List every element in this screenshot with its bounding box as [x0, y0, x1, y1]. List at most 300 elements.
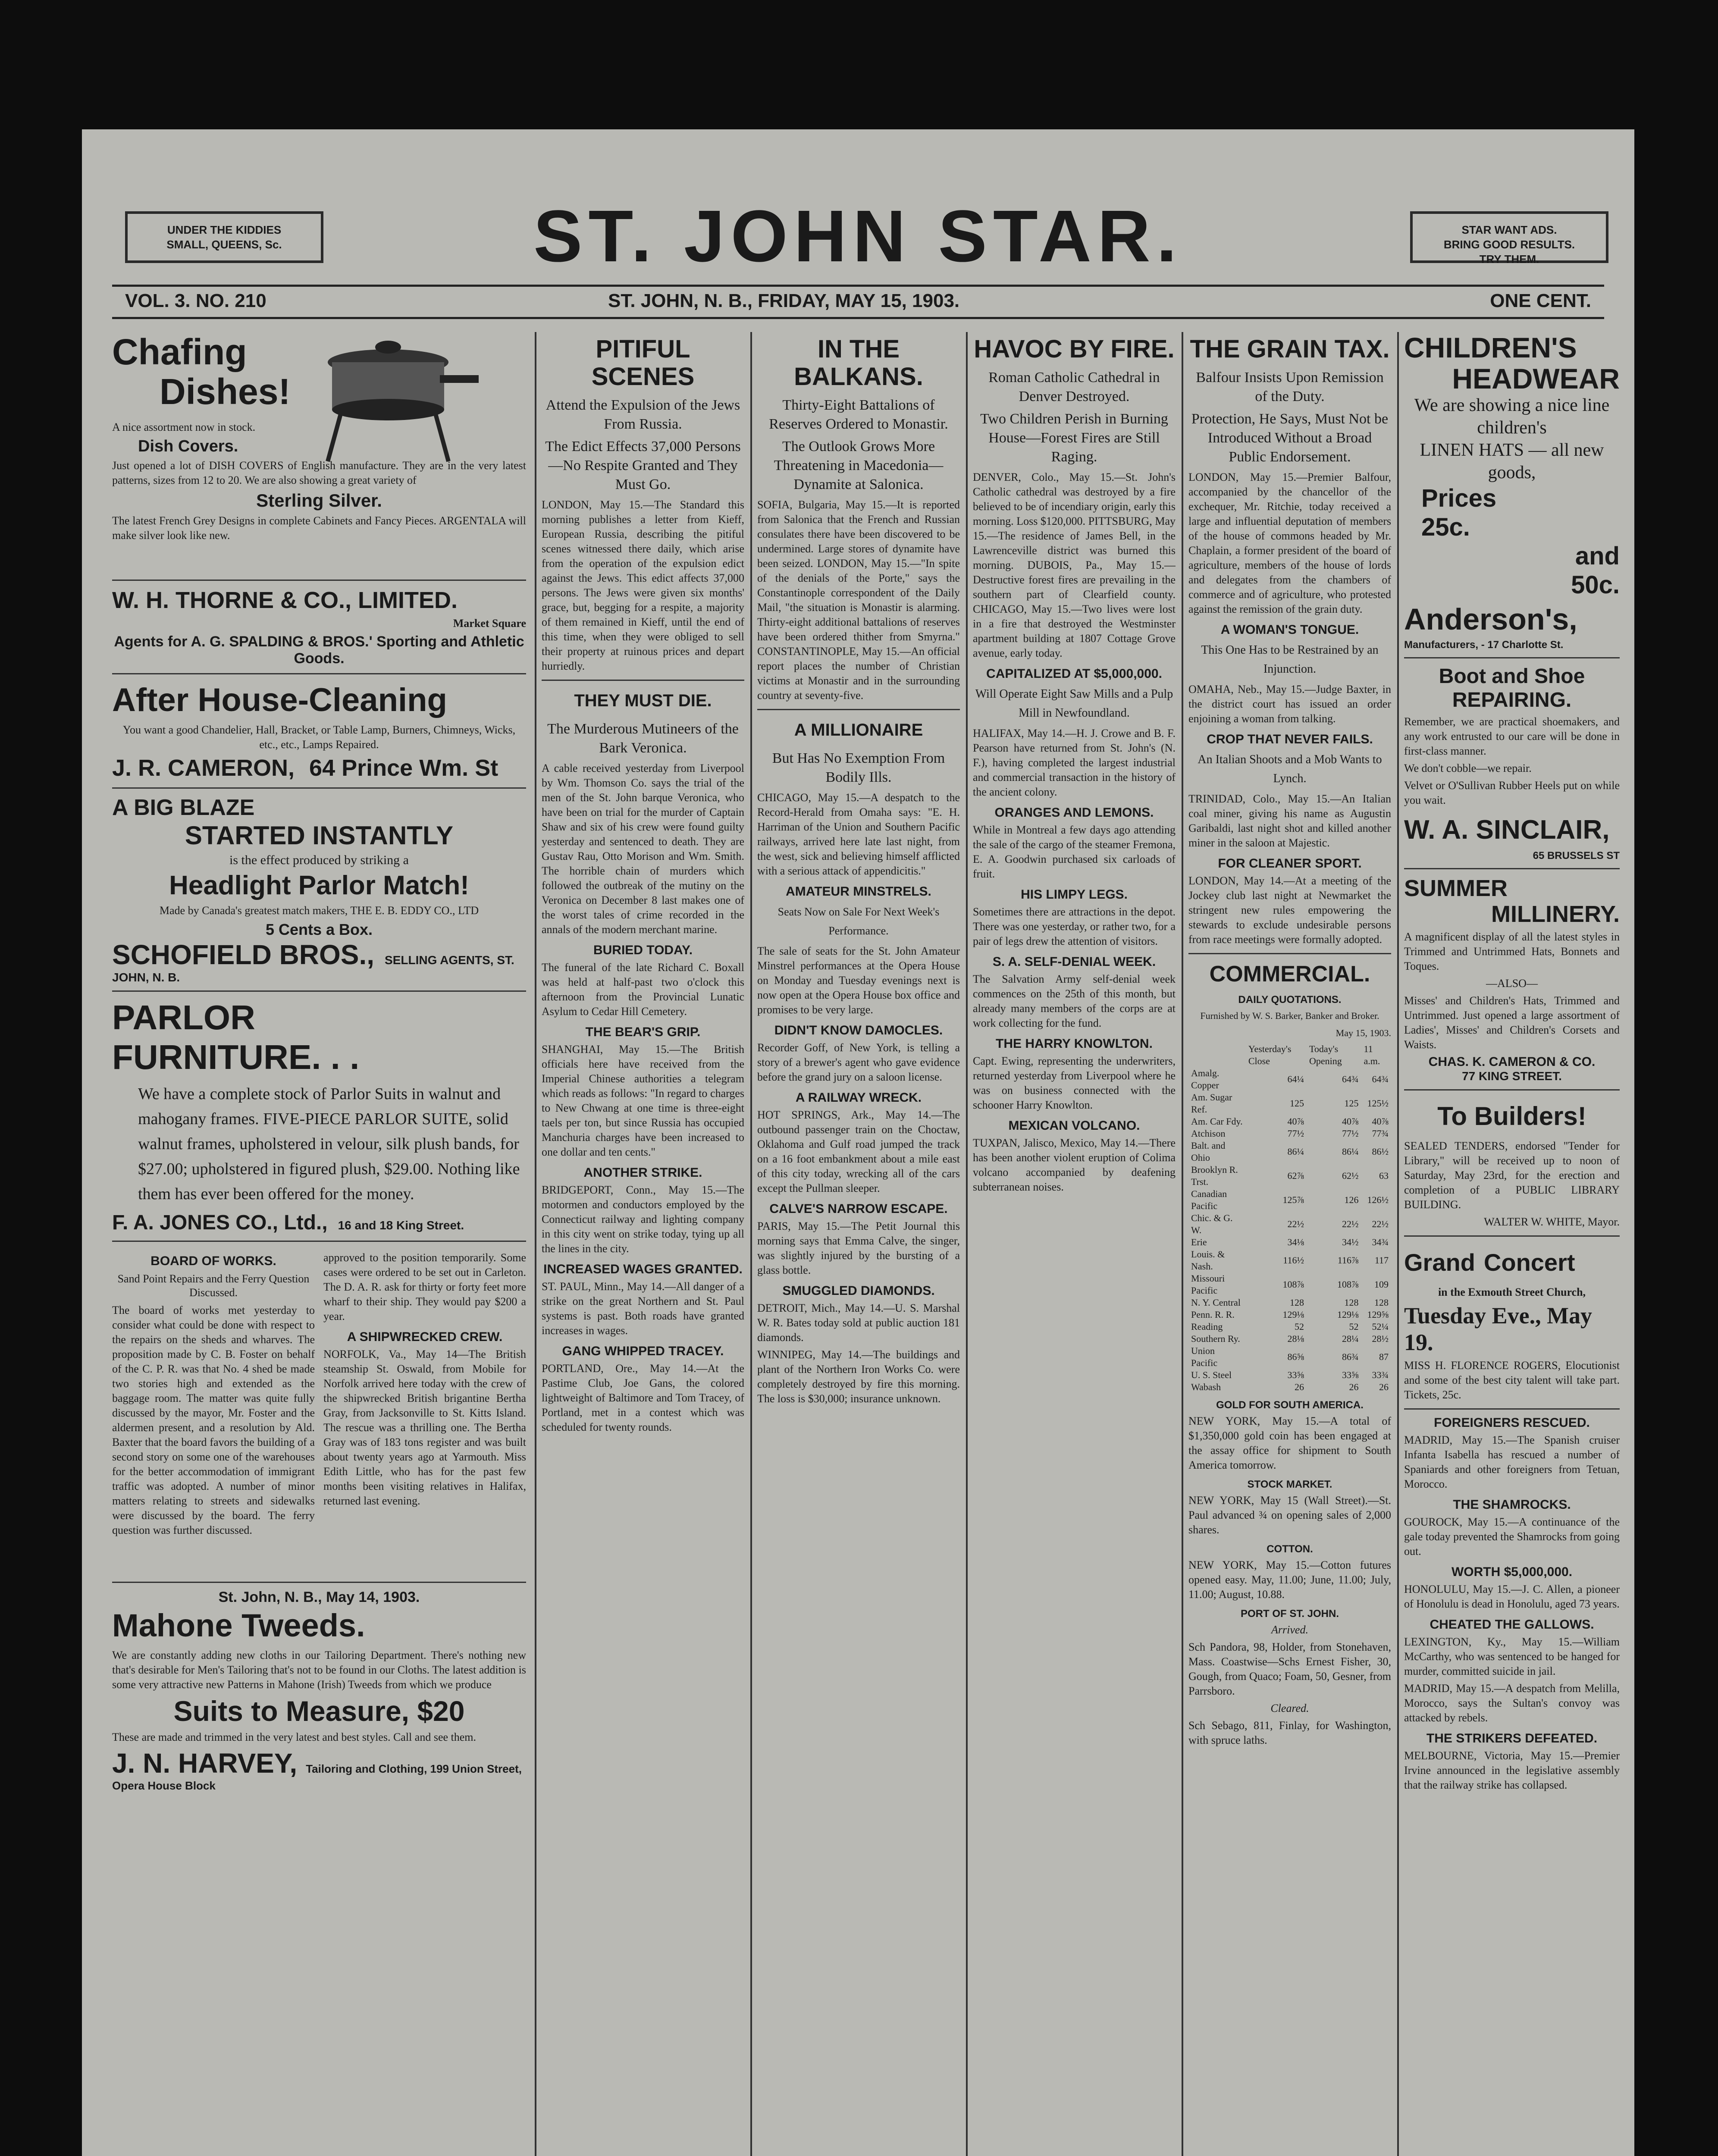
balkans-head: IN THE BALKANS.	[794, 335, 923, 391]
stock-price-cell: 33¾	[1372, 1369, 1389, 1380]
stock-name-cell: Balt. and Ohio	[1191, 1140, 1226, 1163]
pitiful-head: PITIFUL SCENES	[591, 335, 695, 391]
limpy-legs-head: HIS LIMPY LEGS.	[1021, 887, 1128, 902]
divider	[1404, 657, 1620, 658]
stock-price-cell: 77½	[1342, 1128, 1359, 1139]
fire-head: HAVOC BY FIRE.	[974, 335, 1175, 363]
tongue-text: OMAHA, Neb., May 15.—Judge Baxter, in the district court has issued an order enjoining a woman from talking.	[1188, 683, 1391, 725]
match-ad	[112, 795, 526, 984]
crop-text: TRINIDAD, Colo., May 15.—An Italian coal miner, giving his name as Augustin Garibaldi, last night shot and killed another miner in the saloon at Majestic.	[1188, 793, 1391, 849]
fire-sub2: Two Children Perish in Burning House—Forest Fires are Still Raging.	[980, 411, 1168, 465]
stock-name-cell: Reading	[1191, 1321, 1223, 1332]
stock-name-cell: Canadian Pacific	[1191, 1188, 1227, 1211]
must-die-sub: The Murderous Mutineers of the Bark Veronica.	[547, 721, 739, 756]
stock-name-cell: Am. Sugar Ref.	[1191, 1092, 1232, 1115]
stock-price-cell: 64¼	[1287, 1074, 1304, 1084]
table-row	[1188, 1333, 1391, 1345]
stock-price-cell: 108⅞	[1337, 1279, 1359, 1290]
harvey-dateline: St. John, N. B., May 14, 1903.	[218, 1589, 420, 1605]
parlor-furniture-ad	[112, 998, 526, 1235]
works-text: The board of works met yesterday to consider what could be done with respect to the repairs on the sheds and wharves. The proposition made by C. B. Foster on behalf of the C. P. R. was that No. 4 shed be made two stories high and extended as the baggage room. The matter was quite fully discussed by the mayor, Mr. Foster and the aldermen present, and a resolution by Ald. Baxter that the board favors the building of a second story on some one of the warehouses for the better accommodation of immigrant traffic was adopted. A number of minor matters relating to streets and sidewalks were discussed by the board. The ferry question was further discussed.	[112, 1304, 315, 1536]
repairing-head: REPAIRING.	[1452, 689, 1572, 711]
table-row	[1188, 1188, 1391, 1212]
stock-price-cell: 86⅝	[1287, 1351, 1304, 1362]
thorne-place: Market Square	[453, 617, 526, 630]
buried-head: BURIED TODAY.	[593, 943, 693, 957]
port-head: PORT OF ST. JOHN.	[1240, 1608, 1339, 1620]
thorne-ad	[112, 587, 526, 667]
stock-market-text: NEW YORK, May 15 (Wall Street).—St. Paul advanced ¾ on opening sales of 2,000 shares.	[1188, 1494, 1391, 1536]
stock-name-cell: Penn. R. R.	[1191, 1309, 1235, 1320]
board-of-works-article	[112, 1248, 315, 1576]
cameron-name: J. R. CAMERON,	[112, 755, 295, 781]
strike-text: BRIDGEPORT, Conn., May 15.—The motormen and conductors employed by the Connecticut railway and lighting company in this city went on strike today, tying up all the lines in the city.	[542, 1184, 744, 1255]
divider	[1404, 1235, 1620, 1237]
self-denial-text: The Salvation Army self-denial week commences on the 25th of this month, but already many members of the corps are at work collecting for the fund.	[973, 973, 1176, 1029]
table-row	[1188, 1140, 1391, 1164]
andersons-name: Anderson's,	[1404, 602, 1577, 636]
stock-price-cell: 108⅞	[1282, 1279, 1304, 1290]
price-25c: 25c.	[1421, 513, 1470, 541]
furniture-head: FURNITURE. . .	[112, 1038, 360, 1076]
stock-price-cell: 125	[1289, 1098, 1304, 1109]
blaze-line2: STARTED INSTANTLY	[185, 821, 454, 850]
divider	[112, 990, 526, 992]
cleaner-sport-head: FOR CLEANER SPORT.	[1218, 856, 1362, 871]
divider	[757, 709, 960, 710]
newspaper-title: ST. JOHN STAR.	[533, 195, 1183, 277]
gallows-text: LEXINGTON, Ky., May 15.—William McCarthy, who was sentenced to be hanged for murder, committed suicide in jail.	[1404, 1636, 1620, 1677]
works-head: BOARD OF WORKS.	[150, 1254, 276, 1268]
divider	[112, 1582, 526, 1583]
parlor-head: PARLOR	[112, 998, 255, 1037]
column-rule	[1182, 332, 1183, 2156]
stock-price-cell: 64¾	[1342, 1074, 1359, 1084]
stock-price-cell: 40⅞	[1342, 1116, 1359, 1127]
price-and: and	[1575, 542, 1620, 570]
stock-price-cell: 40⅞	[1287, 1116, 1304, 1127]
quote-rows	[1188, 1067, 1391, 1393]
balkans-sub1: Thirty-Eight Battalions of Reserves Ordered to Monastir.	[769, 397, 948, 432]
divider	[112, 580, 526, 581]
french-grey-text: The latest French Grey Designs in complete Cabinets and Fancy Pieces. ARGENTALA will make silver look like new.	[112, 514, 526, 542]
buried-text: The funeral of the late Richard C. Boxall was held at half-past two o'clock this afternoon from the Provincial Lunatic Asylum to Cedar Hill Cemetery.	[542, 961, 744, 1018]
schofield-agents: SELLING AGENTS, ST. JOHN, N. B.	[112, 953, 514, 984]
cameron-address: 64 Prince Wm. St	[309, 755, 498, 781]
capitalized-sub: Will Operate Eight Saw Mills and a Pulp Mill in Newfoundland.	[975, 687, 1173, 720]
repairing-heels: Velvet or O'Sullivan Rubber Heels put on while you wait.	[1404, 779, 1620, 806]
also-label: —ALSO—	[1486, 977, 1538, 990]
repairing-cobble: We don't cobble—we repair.	[1404, 762, 1532, 774]
stock-price-cell: 22½	[1372, 1219, 1389, 1229]
table-row	[1188, 1321, 1391, 1333]
linen-hats: LINEN HATS — all new goods,	[1420, 440, 1604, 483]
stock-price-cell: 125⅞	[1282, 1194, 1304, 1205]
stock-name-cell: U. S. Steel	[1191, 1369, 1232, 1380]
stock-price-cell: 52¼	[1372, 1321, 1389, 1332]
cameron-co-address: 77 KING STREET.	[1462, 1069, 1562, 1083]
concert-grand: Grand	[1404, 1249, 1475, 1276]
table-row	[1188, 1381, 1391, 1393]
capitalized-head: CAPITALIZED AT $5,000,000.	[986, 667, 1162, 681]
concert-venue: in the Exmouth Street Church,	[1438, 1286, 1586, 1298]
gold-head: GOLD FOR SOUTH AMERICA.	[1216, 1399, 1364, 1411]
price: ONE CENT.	[1490, 290, 1591, 311]
stock-price-cell: 128	[1344, 1297, 1359, 1308]
stock-name-cell: Southern Ry.	[1191, 1333, 1240, 1344]
table-row	[1188, 1091, 1391, 1116]
cameron-co-name: CHAS. K. CAMERON & CO.	[1428, 1055, 1596, 1069]
millionaire-head: A MILLIONAIRE	[794, 721, 923, 740]
grain-tax-head: THE GRAIN TAX.	[1190, 335, 1390, 363]
stock-price-cell: 26	[1294, 1382, 1304, 1392]
stock-price-cell: 129⅛	[1337, 1309, 1359, 1320]
table-row	[1188, 1128, 1391, 1140]
stock-price-cell: 87	[1379, 1351, 1389, 1362]
pitiful-sub2: The Edict Effects 37,000 Persons—No Respite Granted and They Must Go.	[545, 439, 741, 492]
gallows-head: CHEATED THE GALLOWS.	[1430, 1617, 1594, 1632]
jones-firm: F. A. JONES CO., Ltd.,	[112, 1211, 328, 1234]
stock-price-cell: 64¾	[1372, 1074, 1389, 1084]
stock-price-cell: 34⅛	[1287, 1237, 1304, 1247]
builders-mayor: WALTER W. WHITE, Mayor.	[1484, 1216, 1620, 1228]
local-news	[112, 1248, 526, 1576]
crop-head: CROP THAT NEVER FAILS.	[1207, 732, 1373, 746]
worth-text: HONOLULU, May 15.—J. C. Allen, a pioneer of Honolulu is dead in Honolulu, aged 73 years.	[1404, 1583, 1620, 1610]
cleaning-text: You want a good Chandelier, Hall, Bracket, or Table Lamp, Burners, Chimneys, Wicks, etc., etc., Lamps Repaired.	[122, 724, 516, 751]
millionaire-sub: But Has No Exemption From Bodily Ills.	[772, 750, 945, 785]
headwear-head: HEADWEAR	[1452, 363, 1620, 395]
volcano-text: TUXPAN, Jalisco, Mexico, May 14.—There has been another violent eruption of Colima volcano accompanied by deafening subterranean noises.	[973, 1137, 1176, 1193]
stock-price-cell: 33⅝	[1342, 1369, 1359, 1380]
stock-price-cell: 28¼	[1342, 1333, 1359, 1344]
fire-text: DENVER, Colo., May 15.—St. John's Catholic cathedral was destroyed by a fire believed to be of incendiary origin, early this morning. Loss $120,000. PITTSBURG, May 15.—The residence of James Bell, in the Lawrenceville district was burned this morning. DUBOIS, Pa., May 15.—Destructive forest fires are prevailing in the southern part of Clearfield county. CHICAGO, May 15.—Two lives were lost in a fire that destroyed the Westminster apartment building at 1807 Cottage Grove avenue, early today.	[973, 471, 1176, 659]
millinery-text: A magnificent display of all the latest styles in Trimmed and Untrimmed Hats, Bonnets and Toques.	[1404, 931, 1620, 972]
also-text: Misses' and Children's Hats, Trimmed and Untrimmed. Just opened a large assortment of Ladies', Misses' and Children's Corsets and Waists.	[1404, 994, 1620, 1051]
table-row	[1188, 1116, 1391, 1128]
works-sub: Sand Point Repairs and the Ferry Question Discussed.	[117, 1272, 310, 1299]
crop-sub: An Italian Shoots and a Mob Wants to Lynch.	[1198, 753, 1382, 785]
worth-head: WORTH $5,000,000.	[1451, 1565, 1573, 1579]
strikers-text: MELBOURNE, Victoria, May 15.—Premier Irvine announced in the legislative assembly that the railway strike has collapsed.	[1404, 1749, 1620, 1791]
chafing-intro: A nice assortment now in stock.	[112, 421, 256, 433]
oranges-text: While in Montreal a few days ago attending the sale of the cargo of the steamer Fremona, E. A. Goodwin purchased six carloads of fruit.	[973, 824, 1176, 880]
stock-price-cell: 28⅛	[1287, 1333, 1304, 1344]
rescued-text: MADRID, May 15.—The Spanish cruiser Infanta Isabella has rescued a number of Spaniards and other foreigners from Tetuan, Morocco.	[1404, 1434, 1620, 1490]
shamrocks-text: GOUROCK, May 15.—A continuance of the gale today prevented the Shamrocks from going out.	[1404, 1516, 1620, 1557]
left-ear-box: UNDER THE KIDDIES SMALL, QUEENS, Sc.	[125, 211, 323, 263]
cleared-text: Sch Sebago, 811, Finlay, for Washington, with spruce laths.	[1188, 1719, 1391, 1746]
stock-name-cell: Am. Car Fdy.	[1191, 1116, 1243, 1127]
masthead	[82, 185, 1634, 298]
shipwreck-head: A SHIPWRECKED CREW.	[347, 1330, 503, 1344]
gang-head: GANG WHIPPED TRACEY.	[562, 1344, 724, 1358]
bears-grip-head: THE BEAR'S GRIP.	[585, 1025, 701, 1039]
knowlton-text: Capt. Ewing, representing the underwriters, returned yesterday from Liverpool where he was on business connected with the schooner Harry Knowlton.	[973, 1055, 1176, 1111]
strike-head: ANOTHER STRIKE.	[583, 1166, 702, 1180]
limpy-legs-text: Sometimes there are attractions in the depot. There was one yesterday, or rather two, for a pair of legs drew the attention of visitors.	[973, 906, 1176, 947]
prices-label: Prices	[1421, 484, 1497, 512]
stock-price-cell: 28½	[1372, 1333, 1389, 1344]
column-havoc-by-fire	[973, 332, 1176, 2156]
stock-name-cell: N. Y. Central	[1191, 1297, 1241, 1308]
quotations-head: DAILY QUOTATIONS.	[1238, 994, 1342, 1006]
table-row	[1188, 1236, 1391, 1248]
balkans-text: SOFIA, Bulgaria, May 15.—It is reported from Salonica that the French and Russian consulates there have been discovered to be undermined. Large stores of dynamite have been seized. LONDON, May 15.—"In spite of the denials of the Porte," says the Constantinople correspondent of the Daily Mail, "the situation is Monastir is alarming. Thirty-eight additional battalions of reserves have been ordered thither from Smyrna." CONSTANTINOPLE, May 15.—An official report places the number of Christian victims at Monastir and in the surrounding country at seventy-five.	[757, 498, 960, 702]
chafing-title: Chafing	[112, 332, 247, 372]
stock-name-cell: Missouri Pacific	[1191, 1273, 1225, 1296]
millinery-head: MILLINERY.	[1491, 901, 1620, 927]
table-row	[1188, 1248, 1391, 1272]
table-row	[1188, 1369, 1391, 1381]
grain-tax-text: LONDON, May 15.—Premier Balfour, accompanied by the chancellor of the exchequer, Mr. Ritchie, today received a large and influential deputation of members of the house of commons headed by Mr. Chaplain, a former president of the board of agriculture, members of the house of lords and delegates from the chambers of commerce and of agriculture, who protested against the remission of the grain duty.	[1188, 471, 1391, 615]
table-row	[1188, 1309, 1391, 1321]
must-die-head: THEY MUST DIE.	[574, 691, 712, 710]
stock-quotations-table	[1188, 1043, 1391, 1393]
dateline-bar	[112, 285, 1604, 319]
minstrels-head: AMATEUR MINSTRELS.	[786, 884, 931, 899]
stock-price-cell: 52	[1349, 1321, 1359, 1332]
table-row	[1188, 1043, 1391, 1067]
divider	[1404, 868, 1620, 869]
self-denial-head: S. A. SELF-DENIAL WEEK.	[992, 955, 1156, 969]
table-row	[1188, 1345, 1391, 1369]
strikers-head: THE STRIKERS DEFEATED.	[1426, 1731, 1598, 1745]
cleaner-sport-text: LONDON, May 14.—At a meeting of the Jockey club last night at Newmarket the stringent new rules empowering the stewards to exclude undesirable persons from race meetings were formally adopted.	[1188, 874, 1391, 946]
table-row	[1188, 1212, 1391, 1236]
arrived-head: Arrived.	[1271, 1623, 1308, 1636]
stock-name-cell: Chic. & G. W.	[1191, 1213, 1233, 1235]
cleaning-head: After House-Cleaning	[112, 682, 447, 718]
harvey-name: J. N. HARVEY,	[112, 1748, 298, 1779]
right-ear-box: STAR WANT ADS. BRING GOOD RESULTS. TRY THEM.	[1410, 211, 1608, 263]
volcano-head: MEXICAN VOLCANO.	[1008, 1119, 1140, 1133]
capitalized-text: HALIFAX, May 14.—H. J. Crowe and B. F. Pearson have returned from St. John's (N. F.), having completed the largest industrial and commercial transaction in the history of the ancient colony.	[973, 727, 1176, 798]
concert-word: Concert	[1483, 1249, 1575, 1276]
table-row	[1188, 1272, 1391, 1297]
sinclair-name: W. A. SINCLAIR,	[1404, 815, 1610, 845]
stock-price-cell: 116½	[1283, 1255, 1304, 1266]
stock-price-cell: 126½	[1367, 1194, 1389, 1205]
quote-header-cell: 11 a.m.	[1364, 1044, 1380, 1066]
wages-head: INCREASED WAGES GRANTED.	[543, 1262, 743, 1276]
concert-date: Tuesday Eve., May 19.	[1404, 1303, 1593, 1355]
summer-head: SUMMER	[1404, 875, 1508, 901]
sterling-silver: Sterling Silver.	[256, 490, 382, 511]
quote-source: Furnished by W. S. Barker, Banker and Broker.	[1200, 1010, 1379, 1021]
cotton-head: COTTON.	[1267, 1543, 1313, 1555]
commercial-head: COMMERCIAL.	[1209, 962, 1370, 987]
stock-price-cell: 22½	[1342, 1219, 1359, 1229]
blaze-line5: Made by Canada's greatest match makers, THE E. B. EDDY CO., LTD	[159, 904, 479, 917]
stock-price-cell: 128	[1289, 1297, 1304, 1308]
stock-price-cell: 116⅞	[1337, 1255, 1359, 1266]
column-rule	[966, 332, 968, 2156]
stock-name-cell: Louis. & Nash.	[1191, 1249, 1225, 1272]
concert-text: MISS H. FLORENCE ROGERS, Elocutionist and some of the best city talent will take part. Tickets, 25c.	[1404, 1359, 1620, 1401]
stock-price-cell: 26	[1349, 1382, 1359, 1392]
boot-shoe-head: Boot and Shoe	[1439, 665, 1585, 688]
stock-price-cell: 33⅝	[1287, 1369, 1304, 1380]
tongue-head: A WOMAN'S TONGUE.	[1220, 623, 1359, 637]
stock-price-cell: 129⅝	[1367, 1309, 1389, 1320]
harvey-text-2: These are made and trimmed in the very latest and best styles. Call and see them.	[112, 1731, 477, 1743]
suits-to-measure: Suits to Measure, $20	[173, 1695, 465, 1727]
blaze-line4: Headlight Parlor Match!	[169, 871, 469, 900]
chafing-title-2: Dishes!	[160, 371, 291, 412]
stock-price-cell: 77¾	[1372, 1128, 1389, 1139]
calve-text: PARIS, May 15.—The Petit Journal this morning says that Emma Calve, the singer, was slightly injured by the bursting of a glass bottle.	[757, 1220, 960, 1276]
grain-tax-sub1: Balfour Insists Upon Remission of the Duty.	[1196, 370, 1384, 404]
smuggled-head: SMUGGLED DIAMONDS.	[782, 1284, 935, 1298]
calve-head: CALVE'S NARROW ESCAPE.	[769, 1202, 948, 1216]
shipwreck-article	[323, 1248, 526, 1576]
tongue-sub: This One Has to be Restrained by an Injunction.	[1201, 643, 1379, 676]
pitiful-text: LONDON, May 15.—The Standard this morning publishes a letter from Kieff, European Russia, describing the pitiful scenes witnessed there daily, which arise from the operation of the expulsion edict against the Jews. This edict affects 37,000 persons. The Jews were given six months' grace, but, begging for a respite, a majority of them remained in Kieff, until the end of this time, when they were obliged to sell their property at ruinous prices and depart hurriedly.	[542, 498, 744, 672]
damocles-head: DIDN'T KNOW DAMOCLES.	[774, 1023, 943, 1037]
millionaire-text: CHICAGO, May 15.—A despatch to the Record-Herald from Omaha says: "E. H. Harriman of the Union and Southern Pacific railways, arrived here late last night, from the west, sick and believing himself afflicted with a serious attack of appendicitis."	[757, 791, 960, 877]
quote-header-cell	[1188, 1043, 1246, 1067]
cameron-lamp-ad	[112, 680, 526, 781]
wages-text: ST. PAUL, Minn., May 14.—All danger of a strike on the great Northern and St. Paul systems is past. Both roads have granted increases in wages.	[542, 1280, 744, 1337]
divider	[112, 673, 526, 674]
blaze-line6: 5 Cents a Box.	[265, 921, 373, 938]
stock-price-cell: 62½	[1342, 1170, 1359, 1181]
thorne-name: W. H. THORNE & CO., LIMITED.	[112, 587, 458, 613]
stock-name-cell: Amalg. Copper	[1191, 1068, 1220, 1091]
stock-price-cell: 125	[1344, 1098, 1359, 1109]
stock-market-head: STOCK MARKET.	[1247, 1479, 1332, 1490]
table-row	[1188, 1297, 1391, 1309]
fire-sub1: Roman Catholic Cathedral in Denver Destroyed.	[988, 370, 1160, 404]
chafing-dish-ad	[112, 332, 526, 573]
stock-price-cell: 52	[1294, 1321, 1304, 1332]
thorne-agents: Agents for A. G. SPALDING & BROS.' Sporting and Athletic Goods.	[114, 633, 524, 667]
oranges-head: ORANGES AND LEMONS.	[994, 805, 1154, 820]
stock-name-cell: Erie	[1191, 1237, 1207, 1247]
stock-name-cell: Union Pacific	[1191, 1345, 1218, 1368]
stock-price-cell: 77½	[1287, 1128, 1304, 1139]
gang-text: PORTLAND, Ore., May 14.—At the Pastime Club, Joe Gans, the colored lightweight of Baltimore and Tom Tracey, of Portland, met in a contest which was scheduled for twenty rounds.	[542, 1362, 744, 1433]
dish-covers-text: Just opened a lot of DISH COVERS of English manufacture. They are in the very latest patterns, sizes from 12 to 20. We are also showing a great variety of	[112, 459, 526, 486]
chafing-dish-illustration	[315, 336, 479, 466]
winnipeg-text: WINNIPEG, May 14.—The buildings and plant of the Northern Iron Works Co. were completely destroyed by fire this morning. The loss is $30,000; insurance unknown.	[757, 1348, 960, 1405]
balkans-sub2: The Outlook Grows More Threatening in Macedonia—Dynamite at Salonica.	[774, 439, 944, 492]
cotton-text: NEW YORK, May 15.—Cotton futures opened easy. May, 11.00; June, 11.00; July, 11.00; August, 10.88.	[1188, 1559, 1391, 1601]
stock-name-cell: Wabash	[1191, 1382, 1221, 1392]
stock-price-cell: 63	[1379, 1170, 1389, 1181]
grain-tax-sub2: Protection, He Says, Must Not be Introduced Without a Broad Public Endorsement.	[1191, 411, 1389, 465]
sinclair-address: 65 BRUSSELS ST	[1533, 850, 1620, 862]
volume-number: VOL. 3. NO. 210	[125, 290, 266, 311]
column-balkans	[757, 332, 960, 2156]
shamrocks-head: THE SHAMROCKS.	[1453, 1498, 1571, 1512]
stock-price-cell: 128	[1374, 1297, 1389, 1308]
mahone-head: Mahone Tweeds.	[112, 1608, 365, 1643]
divider	[1188, 953, 1391, 954]
madrid-text: MADRID, May 15.—A despatch from Melilla, Morocco, says the Sultan's convoy was attacked by rebels.	[1404, 1682, 1620, 1724]
column-ads-left	[112, 332, 526, 2156]
table-row	[1188, 1164, 1391, 1188]
stock-price-cell: 125½	[1367, 1098, 1389, 1109]
stock-name-cell: Brooklyn R. Trst.	[1191, 1164, 1238, 1187]
stock-price-cell: 86¼	[1342, 1146, 1359, 1157]
stock-price-cell: 117	[1374, 1255, 1389, 1266]
column-grain-tax	[1188, 332, 1391, 2156]
quote-date: May 15, 1903.	[1336, 1028, 1391, 1038]
divider	[542, 680, 744, 681]
quote-header-cell: Today's Opening	[1309, 1044, 1342, 1066]
stock-price-cell: 22½	[1287, 1219, 1304, 1229]
harvey-trade: Tailoring and Clothing, 199 Union Street, Opera House Block	[112, 1762, 522, 1792]
childrens-head: CHILDREN'S	[1404, 332, 1577, 364]
builders-head: To Builders!	[1437, 1102, 1586, 1131]
smuggled-text: DETROIT, Mich., May 14.—U. S. Marshal W. R. Bates today sold at public auction 181 diamonds.	[757, 1302, 960, 1344]
works-continued: approved to the position temporarily. Some cases were ordered to be set out in Carleton. The D. A. R. ask for thirty or forty feet more wharf to their ship. They would pay $200 a year.	[323, 1251, 526, 1322]
stock-price-cell: 129⅛	[1282, 1309, 1304, 1320]
stock-price-cell: 40⅞	[1372, 1116, 1389, 1127]
stock-price-cell: 34¾	[1372, 1237, 1389, 1247]
pitiful-sub1: Attend the Expulsion of the Jews From Russia.	[545, 397, 740, 432]
bears-grip-text: SHANGHAI, May 15.—The British officials here have received from the Imperial Chinese authorities a telegram which reads as follows: "In regard to charges to New Chwang at one time is three-eight taels per ton, but since Russia has occupied Manchuria charges have been increased to one dollar and ten cents."	[542, 1043, 744, 1158]
harvey-text: We are constantly adding new cloths in our Tailoring Department. There's nothing new that's desirable for Men's Tailoring that's not to be found in our Cloths. The latest addition is some very attractive new Patterns in Mahone (Irish) Tweeds from which we produce	[112, 1649, 526, 1691]
column-rule	[535, 332, 536, 2156]
rescued-head: FOREIGNERS RESCUED.	[1434, 1416, 1590, 1430]
gold-text: NEW YORK, May 15.—A total of $1,350,000 gold coin has been engaged at the assay office for shipment to South America tomorrow.	[1188, 1415, 1391, 1471]
blaze-line3: is the effect produced by striking a	[229, 853, 409, 867]
cleared-head: Cleared.	[1270, 1702, 1309, 1714]
railway-wreck-head: A RAILWAY WRECK.	[795, 1091, 922, 1105]
quote-header-cell: Yesterday's Close	[1248, 1044, 1292, 1066]
stock-name-cell: Atchison	[1191, 1128, 1226, 1139]
railway-wreck-text: HOT SPRINGS, Ark., May 14.—The outbound passenger train on the Choctaw, Oklahoma and Gulf road jumped the track on a 16 foot embankment about a mile east of this city today, wrecking all of the cars except the Pullman sleeper.	[757, 1109, 960, 1194]
builders-text: SEALED TENDERS, endorsed "Tender for Library," will be received up to noon of Saturday, May 23rd, for the erection and completion of a PUBLIC LIBRARY BUILDING.	[1404, 1140, 1620, 1211]
dish-covers-head: Dish Covers.	[138, 437, 238, 455]
harvey-ad	[112, 1589, 526, 1792]
minstrels-sub: Seats Now on Sale For Next Week's Performance.	[777, 906, 940, 937]
knowlton-head: THE HARRY KNOWLTON.	[996, 1037, 1153, 1051]
place-and-date: ST. JOHN, N. B., FRIDAY, MAY 15, 1903.	[608, 290, 960, 311]
stock-price-cell: 26	[1379, 1382, 1389, 1392]
blaze-line1: A BIG BLAZE	[112, 795, 255, 820]
minstrels-text: The sale of seats for the St. John Amateur Minstrel performances at the Opera House on Monday and Tuesday evenings next is now open at the Opera House box office and promises to be very large.	[757, 945, 960, 1016]
column-rule	[1397, 332, 1399, 2156]
must-die-text: A cable received yesterday from Liverpool by Wm. Thomson Co. says the trial of the men of the St. John barque Veronica, who have been on trial for the murder of Captain Shaw and six of his crew were found guilty yesterday and sentenced to death. They are Gustav Rau, Otto Morison and Wm. Smith. The horrible chain of murders which followed the outbreak of the mutiny on the Veronica on December 8 last makes one of the worst tales of crime recorded in the annals of the modern merchant marine.	[542, 762, 744, 936]
jones-street: 16 and 18 King Street.	[338, 1219, 464, 1232]
schofield-name: SCHOFIELD BROS.,	[112, 939, 375, 970]
price-50c: 50c.	[1571, 571, 1620, 599]
column-ads-right	[1404, 332, 1620, 2156]
damocles-text: Recorder Goff, of New York, is telling a story of a brewer's agent who gave evidence before the grand jury on a saloon license.	[757, 1041, 960, 1083]
repairing-text: Remember, we are practical shoemakers, and any work entrusted to our care will be done in first-class manner.	[1404, 715, 1620, 757]
parlor-text: We have a complete stock of Parlor Suits in walnut and mahogany frames. FIVE-PIECE PARLOR SUITE, solid walnut frames, upholstered in velour, silk plush bands, for $27.00; upholstered in figured plush, $29.00. Nothing like them has ever been offered for the money.	[138, 1085, 520, 1203]
andersons-address: Manufacturers, - 17 Charlotte St.	[1404, 639, 1564, 651]
column-pitiful-scenes	[542, 332, 744, 2156]
stock-price-cell: 34½	[1342, 1237, 1359, 1247]
stock-price-cell: 62⅞	[1287, 1170, 1304, 1181]
divider	[1404, 1408, 1620, 1410]
column-rule	[750, 332, 752, 2156]
stock-price-cell: 86½	[1372, 1146, 1389, 1157]
stock-price-cell: 109	[1374, 1279, 1389, 1290]
stock-price-cell: 86¾	[1342, 1351, 1359, 1362]
divider	[112, 1241, 526, 1242]
headwear-text: We are showing a nice line children's	[1414, 395, 1610, 438]
stock-price-cell: 126	[1344, 1194, 1359, 1205]
divider	[1404, 1089, 1620, 1091]
shipwreck-text: NORFOLK, Va., May 14—The British steamship St. Oswald, from Mobile for Norfolk arrived here today with the crew of the shipwrecked British brigantine Bertha Gray, from Jacksonville to St. Kitts Island. The rescue was a thrilling one. The Bertha Gray was of 183 tons register and was built about twenty years ago at Yarmouth. Miss Edith Little, who has for the past few months been visiting relatives in Halifax, returned last evening.	[323, 1348, 526, 1507]
stock-price-cell: 86¼	[1287, 1146, 1304, 1157]
